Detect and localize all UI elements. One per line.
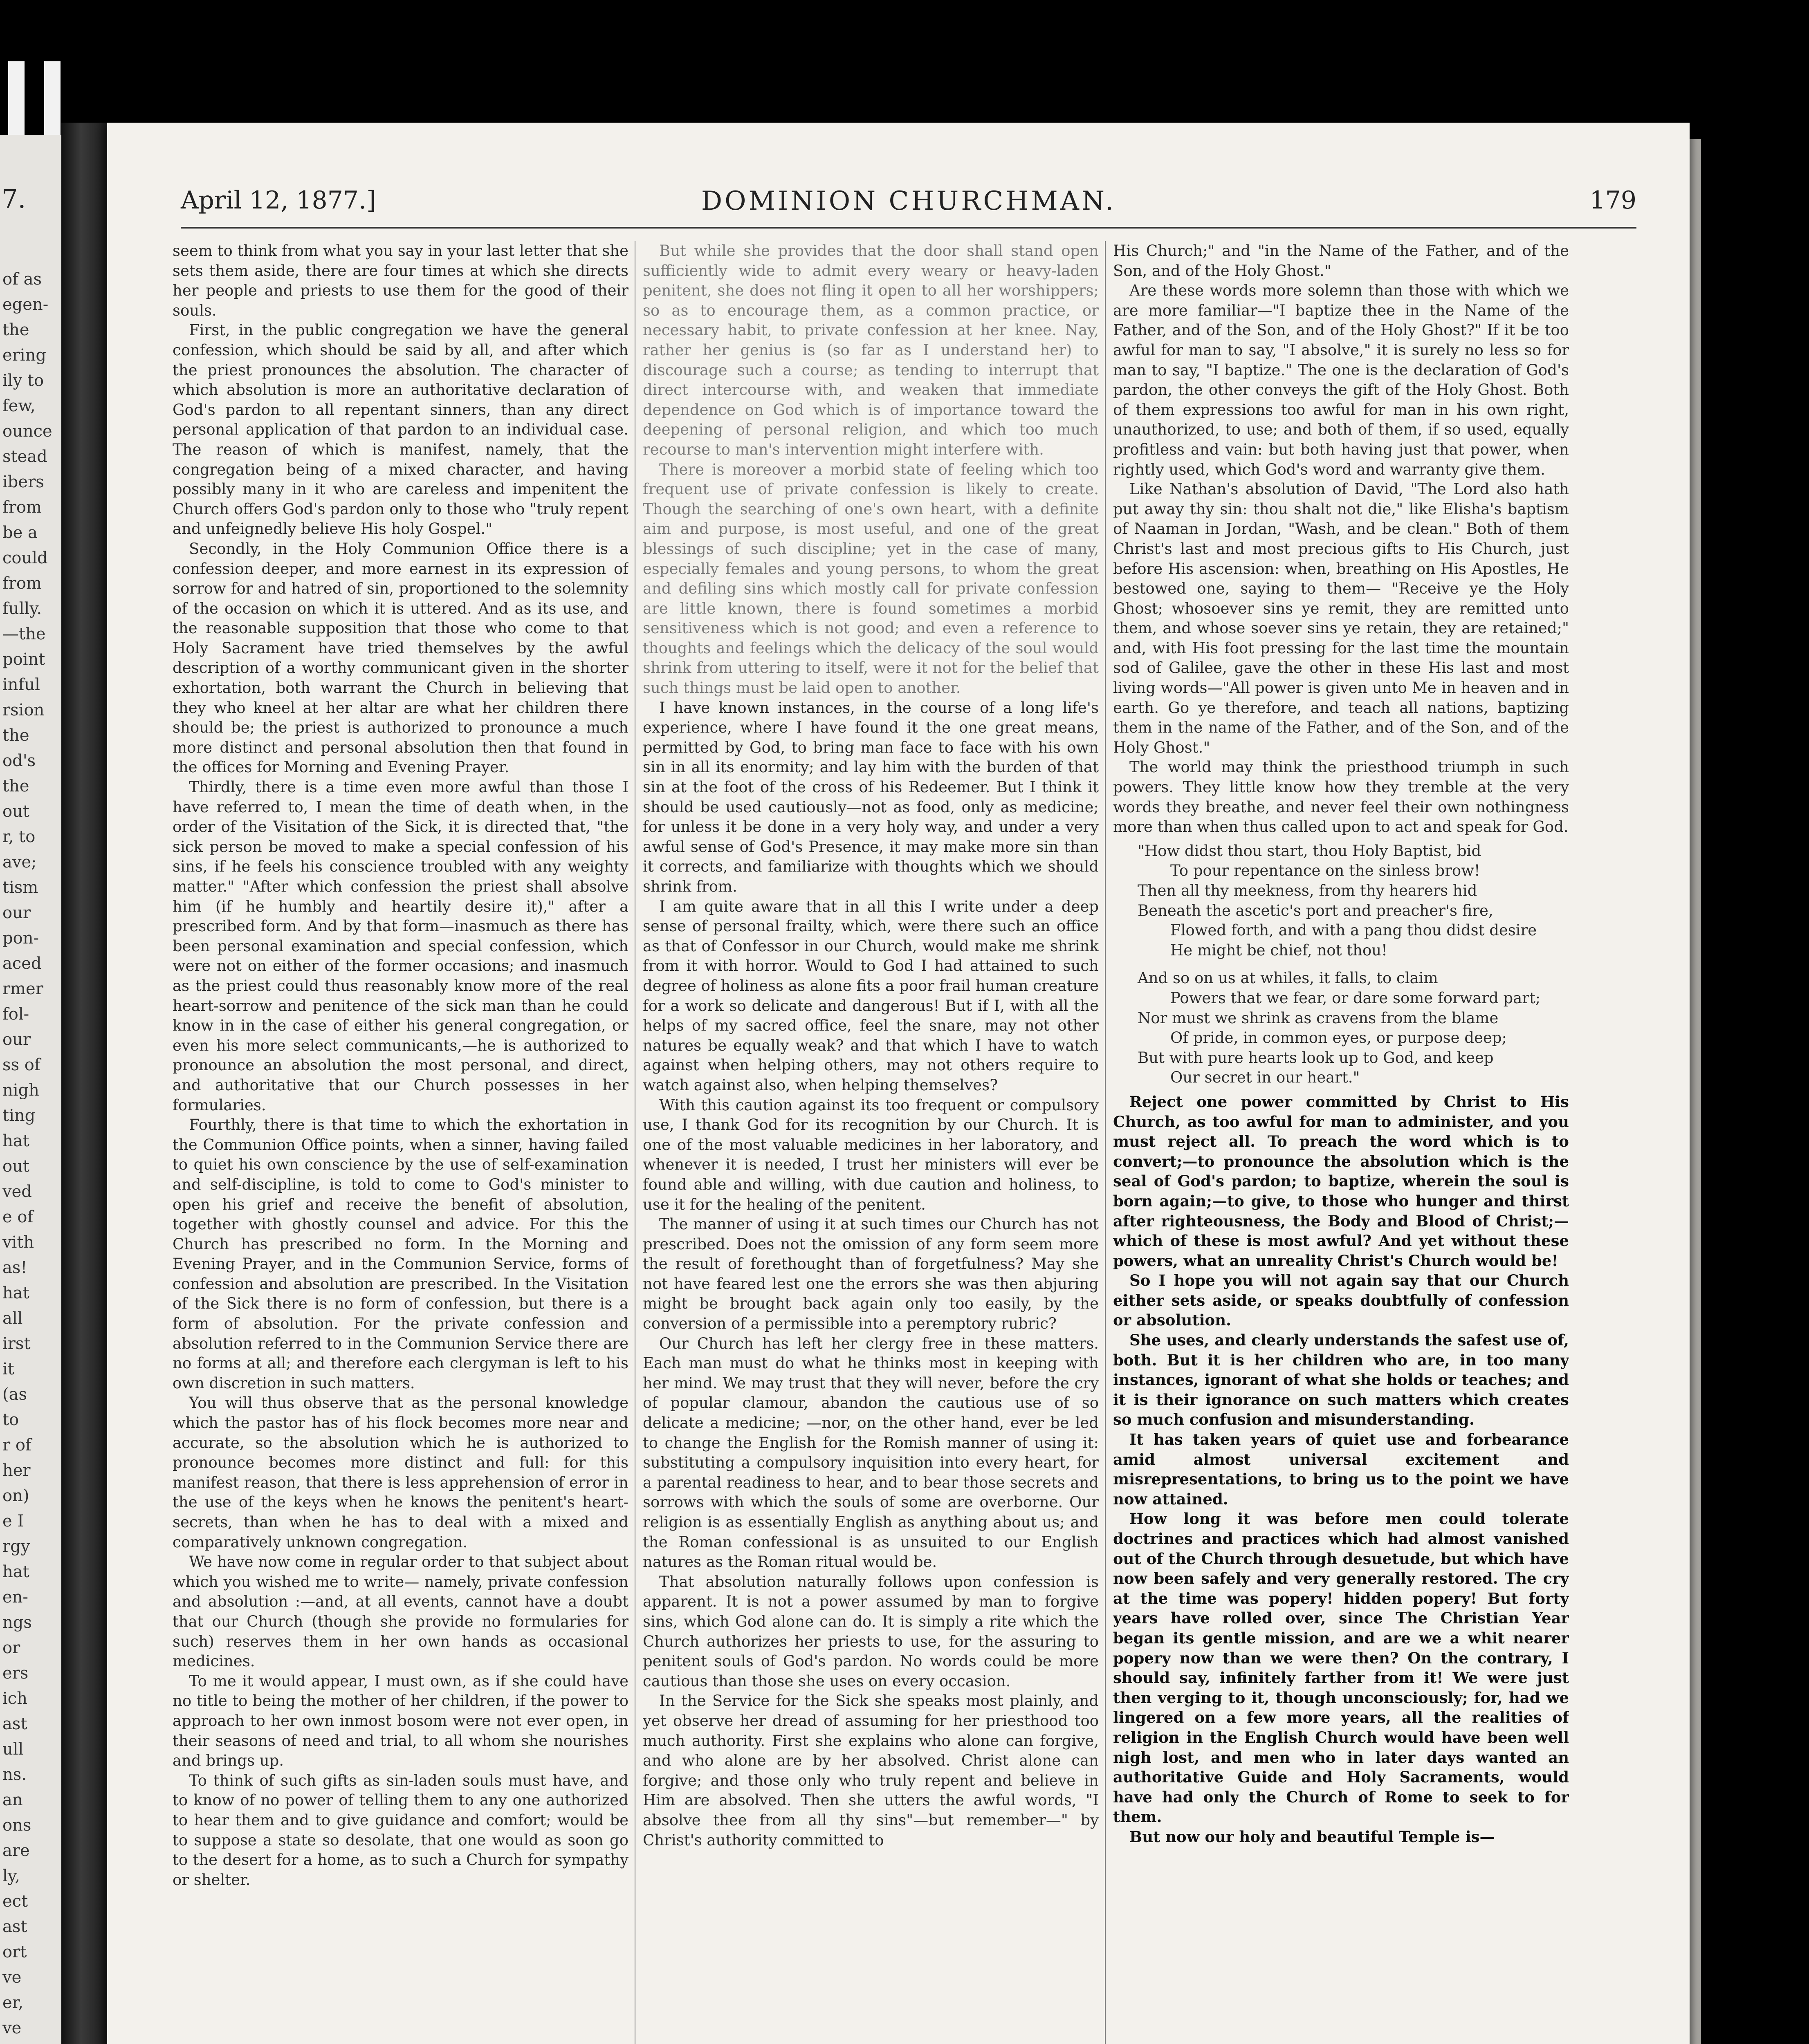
column-3 — [1113, 241, 1569, 2044]
facing-page-fragment: ull — [2, 1740, 24, 1759]
binding-mark-top — [8, 61, 25, 135]
facing-page-fragment: it — [2, 1360, 14, 1378]
facing-page-fragment: ave; — [2, 853, 37, 872]
binding-mark-top-2 — [44, 61, 61, 135]
facing-page-fragment: an — [2, 1791, 23, 1809]
article-paragraph: Our Church has left her clergy free in these matters. Each man must do what he thinks most in keeping with her mind. We may trust that they will never, before the cry of popular clamour, abandon the cautious use of so delicate a medicine; —nor, on the other hand, ever be led to change the English for the Romish manner of using it: substituting a compulsory inquisition into every heart, for a parental readiness to hear, and to bear those secrets and sorrows with which the souls of some are overborne. Our religion is as essentially English as anything about us; and the Roman confessional is as unsuited to our English natures as the Roman ritual would be. — [643, 1334, 1099, 1571]
facing-page-fragment: irst — [2, 1334, 31, 1353]
verse-line: Of pride, in common eyes, or purpose deep; — [1170, 1029, 1507, 1047]
facing-page-fragment: point — [2, 650, 45, 669]
article-paragraph: Are these words more solemn than those with which we are more familiar—"I baptize thee in the Name of the Father, and of the Son, and of the Holy Ghost?" If it be too awful for man to say, "I absolve," it is surely no less so for man to say, "I baptize." The one is the declaration of God's pardon, the other conveys the gift of the Holy Ghost. Both of them expressions too awful for man in his own right, unauthorized, to use; and both of them, if so used, equally profitless and vain: but both having just that power, when rightly used, which God's word and warranty give them. — [1113, 282, 1569, 478]
facing-page-fragment: from — [2, 574, 42, 593]
facing-page-fragment: ast — [2, 1715, 27, 1733]
article-paragraph: seem to think from what you say in your last letter that she sets them aside, there are four times at which she directs her people and priests to use them for the good of their souls. — [173, 242, 628, 319]
facing-page-fragment: to — [2, 1410, 19, 1429]
facing-page-fragment: ved — [2, 1182, 32, 1201]
facing-page-fragment: ast — [2, 1917, 27, 1936]
facing-page-fragment: pon- — [2, 929, 39, 948]
facing-page-fragment: or — [2, 1638, 20, 1657]
article-paragraph: There is moreover a morbid state of feeling which too frequent use of private confession is likely to create. Though the searching of one's own heart, with a definite aim and purpose, is most useful, and one of the great blessings of such discipline; yet in the case of many, especially females and young persons, to whom the great and defiling sins which mostly call for private confession are little known, there is found sometimes a morbid sensitiveness which is not good; and even a reference to thoughts and feelings which the delicacy of the soul would shrink from uttering to itself, were it not for the belief that such things must be laid open to another. — [643, 460, 1099, 697]
facing-page-fragment: ers — [2, 1664, 29, 1683]
facing-page-fragment: ngs — [2, 1613, 32, 1632]
article-paragraph: It has taken years of quiet use and forbearance amid almost universal excitement and misrepresentations, to bring us to the point we have now attained. — [1113, 1430, 1569, 1508]
facing-page-fragment: egen- — [2, 295, 49, 314]
facing-page-fragment: inful — [2, 675, 40, 694]
article-paragraph: Like Nathan's absolution of David, "The Lord also hath put away thy sin: thou shalt not die," like Elisha's baptism of Naaman in Jordan, "Wash, and be clean." Both of them Christ's last and most precious gifts to His Church, just before His ascension: when, breathing on His Apostles, He bestowed one, saying to them— "Receive ye the Holy Ghost; whosoever sins ye remit, they are remitted unto them, and whose soever sins ye retain, they are retained;" and, with His foot pressing for the last time the mountain sod of Galilee, gave the other in these His last and most living words—"All power is given unto Me in heaven and in earth. Go ye therefore, and teach all nations, baptizing them in the name of the Father, and of the Son, and of the Holy Ghost." — [1113, 480, 1569, 756]
facing-page-fragment: aced — [2, 954, 42, 973]
facing-page-fragment: hat — [2, 1132, 29, 1150]
article-paragraph: Thirdly, there is a time even more awful than those I have referred to, I mean the time of death when, in the order of the Visitation of the Sick, it is directed that, "the sick person be moved to make a special confession of his sins, if he feels his conscience troubled with any weighty matter." "After which confession the priest shall absolve him (if he humbly and heartily desire it)," after a prescribed form. And by that form—inasmuch as there has been personal examination and special confession, which were not on either of the former occasions; and inasmuch as the priest could thus reasonably know more of the real heart-sorrow and penitence of the sick man than he could know in in the case of either his general congregation, or even his more select communicants,—he is authorized to pronounce an absolution the most personal, and direct, and authoritative that our Church possesses in her formularies. — [173, 778, 628, 1114]
facing-page-fragment: out — [2, 1157, 29, 1176]
facing-page-fragment: on) — [2, 1486, 29, 1505]
verse-quotation — [1113, 841, 1569, 1088]
facing-page-fragment: vith — [2, 1233, 34, 1252]
page-number: 179 — [1589, 186, 1636, 215]
facing-page-fragment: ibers — [2, 473, 44, 491]
facing-page-fragment: ich — [2, 1689, 27, 1708]
page-header — [181, 182, 1636, 229]
facing-page-fragment: ily to — [2, 371, 44, 390]
issue-date: April 12, 1877.] — [181, 186, 376, 215]
column-2 — [643, 241, 1099, 2044]
article-paragraph: How long it was before men could tolerate doctrines and practices which had almost vanished out of the Church through desuetude, but which have now been safely and very generally restored. The cry at the time was popery! hidden popery! But forty years have rolled over, since The Christian Year began its gentle mission, and are we a whit nearer popery now than we were then? On the contrary, I should say, infinitely farther from it! We were just then verging to it, though unconsciously; for, had we lingered on a few more years, all the realities of religion in the English Church would have been well nigh lost, and men who in later days wanted an authoritative Guide and Holy Sacraments, would have had only the Church of Rome to seek to for them. — [1113, 1510, 1569, 1826]
facing-page-fragment: r, to — [2, 827, 36, 846]
facing-page-fragment: out — [2, 802, 29, 821]
verse-line: But with pure hearts look up to God, and keep — [1138, 1049, 1494, 1067]
facing-page-fragment: nigh — [2, 1081, 39, 1100]
facing-page-fragment: er, — [2, 1993, 24, 2012]
facing-page-fragment: ting — [2, 1106, 36, 1125]
facing-page-fragment: rmer — [2, 979, 43, 998]
verse-line: To pour repentance on the sinless brow! — [1170, 862, 1480, 880]
article-paragraph: You will thus observe that as the personal knowledge which the pastor has of his flock becomes more near and accurate, so the absolution which he is authorized to pronounce becomes more distinct and full: for this manifest reason, that there is less apprehension of error in the use of the keys when he knows the penitent's heart-secrets, than when he has to deal with a mixed and comparatively unknown congregation. — [173, 1394, 628, 1551]
facing-page-fragment: our — [2, 1030, 31, 1049]
facing-page-fragment: ect — [2, 1892, 28, 1911]
article-paragraph: So I hope you will not again say that our Church either sets aside, or speaks doubtfully of confession or absolution. — [1113, 1271, 1569, 1329]
article-paragraph: But while she provides that the door shall stand open sufficiently wide to admit every weary or heavy-laden penitent, she does not fling it open to all her worshippers; so as to encourage them, as a common practice, or necessary habit, to private confession at her knee. Nay, rather her genius is (so far as I understand her) to discourage such a course; as tending to interrupt that direct intercourse with, and weaken that immediate dependence on God which is of importance toward the deepening of personal religion, and which too much recourse to man's intervention might interfere with. — [643, 242, 1099, 458]
article-paragraph: To me it would appear, I must own, as if she could have no title to being the mother of her children, if the power to approach to her own inmost bosom were not ever open, in their seasons of need and trial, to all whom she nourishes and brings up. — [173, 1672, 628, 1770]
article-paragraph: The manner of using it at such times our Church has not prescribed. Does not the omission of any form seem more the result of forethought than of forgetfulness? May she not have feared lest one the errors she was then abjuring might be brought back again only too easily, by the conversion of a permissible into a peremptory rubric? — [643, 1215, 1099, 1333]
verse-line: Then all thy meekness, from thy hearers hid — [1138, 882, 1477, 899]
facing-page-fragment: her — [2, 1461, 31, 1480]
verse-line: Nor must we shrink as cravens from the blame — [1138, 1009, 1499, 1027]
verse-line: Beneath the ascetic's port and preacher's fire, — [1138, 901, 1493, 919]
verse-line: He might be chief, not thou! — [1170, 941, 1387, 959]
facing-page-fragment: e of — [2, 1208, 34, 1226]
book-gutter — [61, 123, 110, 2044]
article-paragraph: I am quite aware that in all this I write under a deep sense of personal frailty, which, were there such an office as that of Confessor in our Church, would make me shrink from it with horror. Would to God I had attained to such degree of holiness as alone fits a poor frail human creature for a work so delicate and dangerous! But if I, with all the helps of my sacred office, feel the snare, may not other natures be equally weak? and that which I have to watch against when helping others, may not others require to watch against also, when helping themselves? — [643, 897, 1099, 1094]
facing-page-fragment: could — [2, 549, 48, 567]
facing-page-fragment: of as — [2, 270, 42, 289]
verse-line: "How didst thou start, thou Holy Baptist, bid — [1138, 842, 1481, 860]
facing-page-fragment: (as — [2, 1385, 27, 1404]
facing-page-fragment: the — [2, 320, 29, 339]
facing-page-fragment: as! — [2, 1258, 27, 1277]
article-paragraph: To think of such gifts as sin-laden souls must have, and to know of no power of telling them to any one authorized to hear them and to give guidance and comfort; would be to suppose a state so desolate, that one would as soon go to the desert for a home, as to such a Church for sympathy or shelter. — [173, 1771, 628, 1889]
facing-page-fragment: rsion — [2, 701, 45, 719]
article-paragraph: Reject one power committed by Christ to His Church, as too awful for man to administer, and you must reject all. To preach the word which is to convert;—to pronounce the absolution which is the seal of God's pardon; to baptize, wherein the soul is born again;—to give, to those who hunger and thirst after righteousness, the Body and Blood of Christ;—which of these is most awful? And yet without these powers, what an unreality Christ's Church would be! — [1113, 1092, 1569, 1270]
facing-page-fragment: hat — [2, 1562, 29, 1581]
verse-line: Powers that we fear, or dare some forward part; — [1170, 989, 1541, 1007]
facing-page-fragment: rgy — [2, 1537, 30, 1556]
facing-page-fragment: ss of — [2, 1056, 40, 1074]
facing-page-fragment: tism — [2, 878, 38, 897]
facing-page-fragment: r of — [2, 1436, 31, 1455]
newspaper-page — [107, 123, 1690, 2044]
article-paragraph: First, in the public congregation we have the general confession, which should be said by all, and after which the priest pronounces the absolution. The character of which absolution is more an authoritative declaration of God's pardon to all repentant sinners, than any direct personal application of that pardon to an individual case. The reason of which is manifest, namely, that the congregation being of a mixed character, and having possibly many in it who are careless and impenitent the Church offers God's pardon only to those who "truly repent and unfeignedly believe His holy Gospel." — [173, 321, 628, 538]
facing-page-fragment: the — [2, 777, 29, 796]
facing-page-sliver — [0, 135, 61, 2044]
facing-page-fragment: from — [2, 498, 42, 517]
facing-page-fragment: our — [2, 903, 31, 922]
facing-page-fragment: od's — [2, 751, 36, 770]
facing-page-fragment: are — [2, 1841, 30, 1860]
article-paragraph: We have now come in regular order to that subject about which you wished me to write— namely, private confession and absolution :—and, at all events, cannot have a doubt that our Church (though she provide no formularies for such) reserves them in her own hands as occasional medicines. — [173, 1553, 628, 1670]
facing-page-fragment: be a — [2, 523, 38, 542]
facing-page-fragment: ering — [2, 346, 46, 365]
facing-page-fragment: —the — [2, 625, 46, 643]
facing-page-fragment: ly, — [2, 1867, 20, 1885]
facing-page-fragment: fol- — [2, 1005, 29, 1024]
publication-title: DOMINION CHURCHMAN. — [701, 186, 1116, 216]
facing-page-fragment: ort — [2, 1943, 27, 1961]
facing-page-fragment: hat — [2, 1284, 29, 1302]
facing-page-fragment: few, — [2, 397, 36, 415]
article-paragraph: She uses, and clearly understands the safest use of, both. But it is her children who are, in too many instances, ignorant of what she holds or teaches; and it is their ignorance on such matters which creates so much confusion and misunderstanding. — [1113, 1331, 1569, 1429]
column-1 — [173, 241, 628, 2044]
article-paragraph: With this caution against its too frequent or compulsory use, I thank God for its recognition by our Church. It is one of the most valuable medicines in her laboratory, and whenever it is needed, I trust her ministers will ever be found able and willing, with due caution and holiness, to use it for the healing of the penitent. — [643, 1096, 1099, 1213]
facing-page-fragment: ve — [2, 1968, 22, 1987]
article-paragraph: I have known instances, in the course of a long life's experience, where I have found it the one great means, permitted by God, to bring man face to face with his own sin in all its enormity; and lay him with the burden of that sin at the foot of the cross of his Redeemer. But I think it should be used cautiously—not as food, only as medicine; for unless it be done in a very holy way, and under a very awful sense of God's Presence, it may make more sin than it corrects, and familiarize with thoughts which we should shrink from. — [643, 699, 1099, 895]
article-paragraph: Secondly, in the Holy Communion Office there is a confession deeper, and more earnest in its expression of sorrow for and hatred of sin, proportioned to the solemnity of the occasion on which it is uttered. And as its use, and the reasonable supposition that those who come to that Holy Sacrament have tried themselves by the awful description of a worthy communicant given in the shorter exhortation, both warrant the Church in believing that they who kneel at her altar are what her children there should be; the priest is authorized to pronounce a much more distinct and personal absolution then that found in the offices for Morning and Evening Prayer. — [173, 540, 628, 776]
facing-page-fragment: stead — [2, 447, 47, 466]
facing-page-number: 7. — [2, 184, 26, 214]
article-paragraph: But now our holy and beautiful Temple is— — [1129, 1827, 1495, 1846]
facing-page-fragment: ounce — [2, 422, 52, 441]
facing-page-fragment: e I — [2, 1512, 24, 1531]
facing-page-fragment: fully. — [2, 599, 42, 618]
article-paragraph: In the Service for the Sick she speaks most plainly, and yet observe her dread of assuming for her priesthood too much authority. First she explains who alone can forgive, and who alone are by her absolved. Christ alone can forgive; and those only who truly repent and believe in Him are absolved. Then she utters the awful words, "I absolve thee from all thy sins"—but remember—" by Christ's authority committed to — [643, 1692, 1099, 1849]
facing-page-fragment: ve — [2, 2019, 22, 2037]
facing-page-fragment: ons — [2, 1816, 31, 1835]
article-paragraph: That absolution naturally follows upon confession is apparent. It is not a power assumed by man to forgive sins, which God alone can do. It is simply a rite which the Church authorizes her priests to use, for the assuring to penitent souls of God's pardon. No words could be more cautious than those she uses on every occasion. — [643, 1573, 1099, 1690]
article-paragraph: Fourthly, there is that time to which the exhortation in the Communion Office points, when a sinner, having failed to quiet his own conscience by the use of self-examination and self-discipline, is told to come to God's minister to open his grief and receive the benefit of absolution, together with ghostly counsel and advice. For this the Church has prescribed no form. In the Morning and Evening Prayer, and in the Communion Service, forms of confession and absolution are prescribed. In the Visitation of the Sick there is no form of confession, but there is a form of absolution. For the private confession and absolution referred to in the Communion Service there are no forms at all; and therefore each clergyman is left to his own discretion in such matters. — [173, 1116, 628, 1392]
facing-page-fragment: all — [2, 1309, 23, 1328]
verse-line: And so on us at whiles, it falls, to claim — [1138, 969, 1438, 987]
verse-line: Our secret in our heart." — [1170, 1069, 1360, 1087]
verse-line: Flowed forth, and with a pang thou didst desire — [1170, 921, 1537, 939]
column-rule-2 — [1105, 241, 1106, 2044]
article-paragraph: The world may think the priesthood triumph in such powers. They little know how they tremble at the very words they breathe, and never feel their own nothingness more than when thus called upon to act and speak for God. — [1113, 758, 1569, 836]
facing-page-fragment: ns. — [2, 1765, 27, 1784]
facing-page-fragment: the — [2, 726, 29, 745]
facing-page-fragment: en- — [2, 1588, 28, 1607]
article-paragraph: His Church;" and "in the Name of the Father, and of the Son, and of the Holy Ghost." — [1113, 242, 1569, 280]
